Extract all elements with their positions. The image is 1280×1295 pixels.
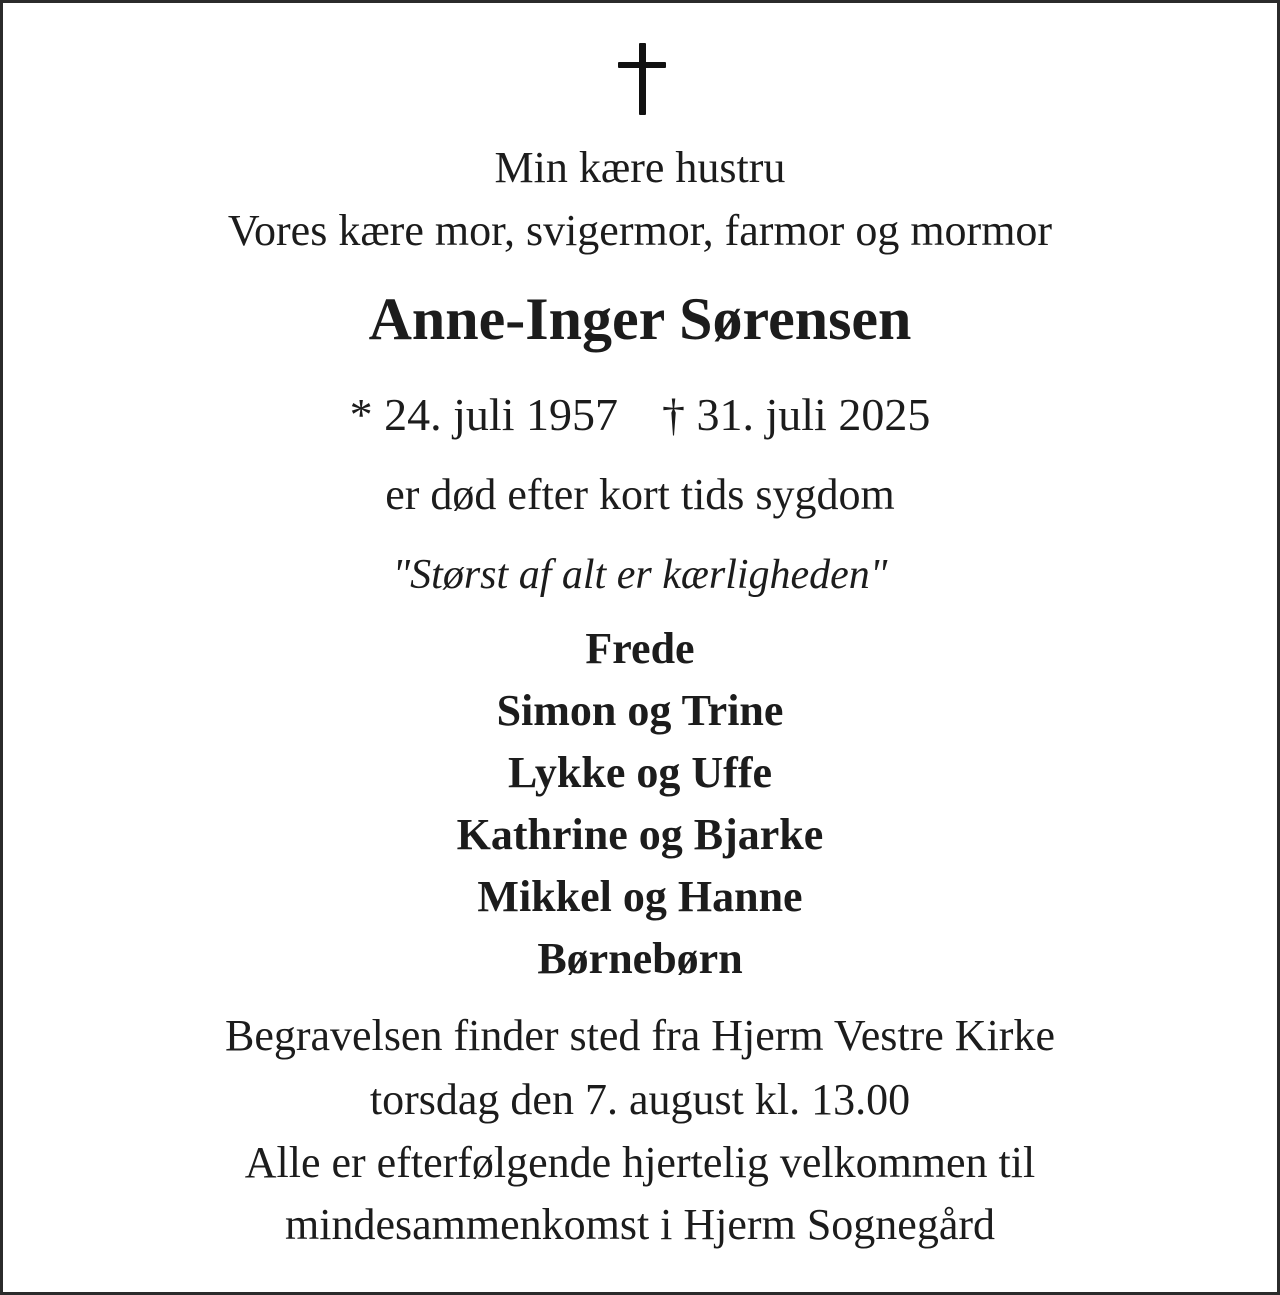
funeral-location: Begravelsen finder sted fra Hjerm Vestre Kirke bbox=[225, 1011, 1055, 1060]
latin-cross-icon bbox=[618, 43, 666, 115]
mourner-name: Kathrine og Bjarke bbox=[456, 810, 824, 859]
mourner-name: Frede bbox=[585, 624, 695, 673]
mourner-name: Simon og Trine bbox=[496, 686, 784, 735]
intro-line-family: Vores kære mor, svigermor, farmor og mormor bbox=[227, 206, 1053, 255]
intro-line-wife: Min kære hustru bbox=[494, 143, 786, 192]
death-date: † 31. juli 2025 bbox=[662, 389, 931, 440]
gathering-invitation: Alle er efterfølgende hjertelig velkommen til bbox=[244, 1138, 1036, 1187]
funeral-time: torsdag den 7. august kl. 13.00 bbox=[369, 1075, 911, 1124]
mourner-name: Lykke og Uffe bbox=[508, 748, 772, 797]
memorial-quote: "Størst af alt er kærligheden" bbox=[392, 552, 888, 598]
life-dates bbox=[3, 388, 1277, 442]
cause-text: er død efter kort tids sygdom bbox=[385, 470, 895, 519]
mourner-name: Mikkel og Hanne bbox=[477, 872, 803, 921]
mourner-name: Børnebørn bbox=[537, 934, 743, 983]
birth-date: * 24. juli 1957 bbox=[349, 389, 618, 440]
gathering-location: mindesammenkomst i Hjerm Sognegård bbox=[285, 1200, 995, 1249]
deceased-name: Anne-Inger Sørensen bbox=[368, 286, 912, 352]
